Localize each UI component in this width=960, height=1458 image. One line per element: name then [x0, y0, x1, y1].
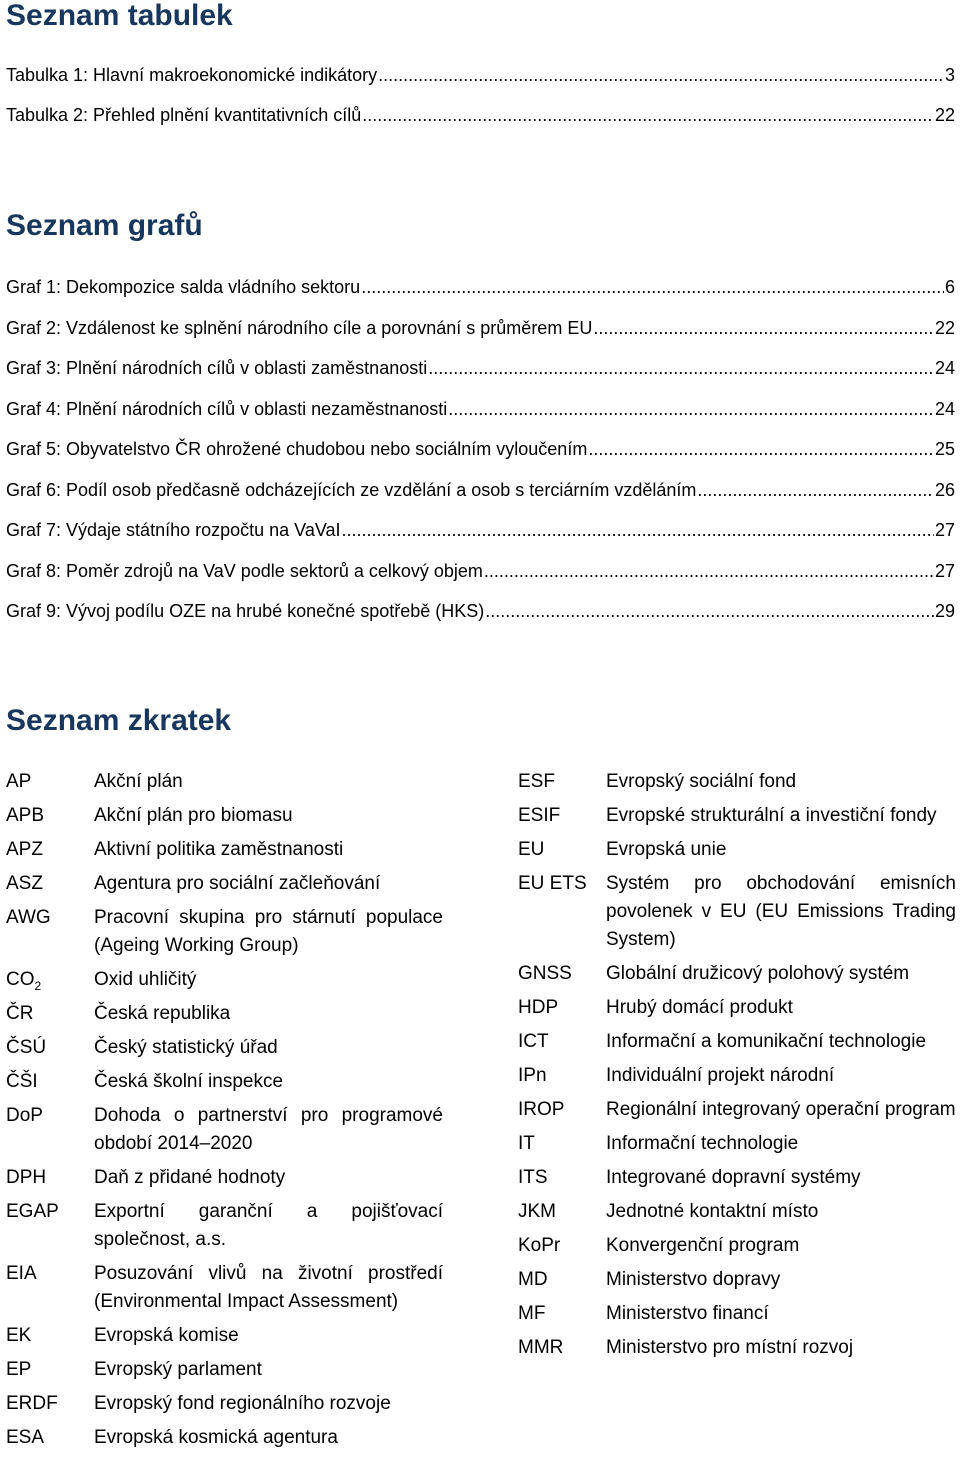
abbreviation-code: [6, 1034, 94, 1062]
abbreviation-code: [518, 1198, 606, 1226]
toc-dot-leader: [588, 436, 934, 462]
abbreviation-code-text: ESA: [6, 1427, 45, 1448]
tables-heading: Seznam tabulek: [6, 0, 233, 32]
abbreviation-code-text: ČSÚ: [6, 1037, 47, 1058]
abbreviation-row: [6, 1034, 443, 1062]
toc-entry-title: Graf 7: Výdaje státního rozpočtu na VaVaI: [6, 520, 341, 540]
abbreviation-code: [518, 802, 606, 830]
abbreviation-row: [6, 1102, 443, 1158]
abbreviation-row: [518, 1198, 956, 1226]
abbreviation-code: [518, 1232, 606, 1260]
abbreviation-description: Daň z přidané hodnoty: [94, 1167, 286, 1188]
abbreviation-code-text: MF: [518, 1303, 546, 1324]
abbreviation-code-text: ESF: [518, 771, 555, 792]
abbreviation-row: [6, 1164, 443, 1192]
abbreviation-description: Akční plán pro biomasu: [94, 805, 293, 826]
graph-toc-entry[interactable]: [6, 355, 955, 396]
toc-dot-leader: [448, 396, 934, 422]
abbreviation-code: [6, 768, 94, 796]
abbreviation-code: [6, 836, 94, 864]
graph-toc-entry[interactable]: [6, 558, 955, 599]
abbreviation-description: Konvergenční program: [606, 1235, 800, 1256]
abbreviation-code: [6, 1164, 94, 1192]
toc-entry-title: Tabulka 2: Přehled plnění kvantitativních cílů: [6, 105, 362, 125]
abbreviation-description: Akční plán: [94, 771, 183, 792]
abbreviation-code: [6, 1102, 94, 1158]
abbreviation-code-text: AP: [6, 771, 32, 792]
abbreviation-code-text: ESIF: [518, 805, 561, 826]
abbreviation-row: [518, 1266, 956, 1294]
toc-dot-leader: [342, 517, 934, 543]
abbreviation-code-text: KoPr: [518, 1235, 561, 1256]
abbreviation-code-text: GNSS: [518, 963, 572, 984]
abbreviation-description: Agentura pro sociální začleňování: [94, 873, 381, 894]
abbreviation-code-text: MMR: [518, 1337, 564, 1358]
abbreviation-code-text: EP: [6, 1359, 32, 1380]
abbreviation-description: Globální družicový polohový systém: [606, 963, 910, 984]
toc-dot-leader: [361, 274, 944, 300]
abbreviation-description: Oxid uhličitý: [94, 969, 197, 990]
abbreviation-code: [6, 1322, 94, 1350]
abbreviation-description: Ministerstvo financí: [606, 1303, 769, 1324]
abbreviation-description: Evropské strukturální a investiční fondy: [606, 805, 937, 826]
graphs-heading: Seznam grafů: [6, 209, 203, 242]
abbreviation-row: [518, 994, 956, 1022]
toc-page-number: 6: [944, 277, 955, 297]
abbreviation-row: [518, 802, 956, 830]
abbreviation-code-text: CO: [6, 969, 35, 990]
abbreviation-code-text: EK: [6, 1325, 32, 1346]
abbreviation-code: [518, 870, 606, 954]
graph-toc-entry[interactable]: [6, 517, 955, 558]
toc-entry-title: Graf 3: Plnění národních cílů v oblasti zaměstnanosti: [6, 358, 428, 378]
abbreviation-row: [6, 966, 443, 994]
abbreviation-row: [518, 1164, 956, 1192]
abbreviation-row: [518, 836, 956, 864]
abbreviation-code: [6, 1424, 94, 1452]
toc-dot-leader: [428, 355, 934, 381]
abbreviation-row: [6, 870, 443, 898]
abbreviation-description: Pracovní skupina pro stárnutí populace (Ageing Working Group): [94, 907, 443, 956]
abbreviations-left-column: [6, 768, 443, 1458]
toc-page-number: 24: [934, 398, 955, 419]
abbreviation-description: Informační a komunikační technologie: [606, 1031, 927, 1052]
abbreviation-code: [518, 1028, 606, 1056]
abbreviation-code: [6, 904, 94, 960]
abbreviations-right-column: [518, 768, 956, 1368]
abbreviation-row: [518, 1334, 956, 1362]
abbreviation-row: [6, 1068, 443, 1096]
abbreviation-description: Jednotné kontaktní místo: [606, 1201, 819, 1222]
abbreviation-row: [6, 1356, 443, 1384]
toc-dot-leader: [593, 315, 934, 341]
abbreviation-code-text: ICT: [518, 1031, 549, 1052]
abbreviation-code: [518, 1300, 606, 1328]
abbreviation-code-text: MD: [518, 1269, 548, 1290]
toc-page-number: 3: [944, 65, 955, 85]
toc-dot-leader: [362, 102, 934, 128]
abbreviation-code-text: EU ETS: [518, 873, 587, 894]
abbreviation-code: [6, 1390, 94, 1418]
abbreviation-code: [6, 1068, 94, 1096]
abbreviations-heading: Seznam zkratek: [6, 704, 232, 737]
abbreviation-code-subscript: 2: [34, 978, 42, 993]
abbreviation-row: [518, 1130, 956, 1158]
abbreviation-code: [518, 768, 606, 796]
tables-toc: [6, 62, 955, 142]
abbreviation-code-text: ERDF: [6, 1393, 58, 1414]
abbreviation-description: Česká republika: [94, 1003, 231, 1024]
toc-entry-title: Graf 9: Vývoj podílu OZE na hrubé konečné spotřebě (HKS): [6, 601, 485, 621]
table-toc-entry[interactable]: [6, 62, 955, 102]
graph-toc-entry[interactable]: [6, 315, 955, 356]
abbreviation-code-text: EIA: [6, 1263, 37, 1284]
toc-entry-title: Graf 5: Obyvatelstvo ČR ohrožené chudobou nebo sociálním vyloučením: [6, 439, 588, 459]
abbreviation-code-text: EGAP: [6, 1201, 59, 1222]
abbreviation-code: [518, 1096, 606, 1124]
abbreviation-code-text: EU: [518, 839, 545, 860]
abbreviation-code: [6, 1356, 94, 1384]
toc-page-number: 26: [934, 479, 955, 500]
abbreviation-code-text: IROP: [518, 1099, 565, 1120]
toc-page-number: 29: [934, 601, 955, 621]
abbreviation-row: [518, 1232, 956, 1260]
graph-toc-entry[interactable]: [6, 477, 955, 518]
abbreviation-code-text: ASZ: [6, 873, 43, 894]
abbreviation-description: Exportní garanční a pojišťovací společnost, a.s.: [94, 1201, 443, 1250]
abbreviation-description: Český statistický úřad: [94, 1037, 278, 1058]
abbreviation-description: Evropská komise: [94, 1325, 239, 1346]
abbreviation-row: [6, 1260, 443, 1316]
abbreviation-description: Evropský parlament: [94, 1359, 262, 1380]
toc-page-number: 27: [934, 560, 955, 581]
abbreviation-description: Hrubý domácí produkt: [606, 997, 793, 1018]
toc-page-number: 24: [934, 358, 955, 378]
graph-toc-entry[interactable]: [6, 274, 955, 315]
abbreviation-code-text: HDP: [518, 997, 559, 1018]
abbreviation-row: [6, 904, 443, 960]
abbreviation-row: [6, 802, 443, 830]
abbreviation-code-text: JKM: [518, 1201, 556, 1222]
abbreviation-code: [518, 1130, 606, 1158]
abbreviation-code-text: DPH: [6, 1167, 47, 1188]
abbreviation-code: [6, 870, 94, 898]
abbreviation-row: [6, 1424, 443, 1452]
toc-entry-title: Graf 1: Dekompozice salda vládního sektoru: [6, 277, 361, 297]
abbreviation-code-text: IPn: [518, 1065, 547, 1086]
abbreviation-description: Ministerstvo pro místní rozvoj: [606, 1337, 854, 1358]
abbreviation-row: [6, 1390, 443, 1418]
abbreviation-code-text: AWG: [6, 907, 51, 928]
abbreviation-row: [518, 960, 956, 988]
abbreviation-code: [6, 1198, 94, 1254]
abbreviation-row: [6, 1322, 443, 1350]
abbreviation-description: Posuzování vlivů na životní prostředí (Environmental Impact Assessment): [94, 1263, 443, 1312]
abbreviation-code-text: ČR: [6, 1003, 34, 1024]
graph-toc-entry[interactable]: [6, 598, 955, 639]
abbreviation-code: [518, 960, 606, 988]
abbreviation-description: Individuální projekt národní: [606, 1065, 835, 1086]
toc-page-number: 22: [934, 105, 955, 125]
abbreviation-code: [6, 802, 94, 830]
abbreviation-row: [6, 836, 443, 864]
abbreviation-code-text: APZ: [6, 839, 43, 860]
abbreviation-description: Evropský sociální fond: [606, 771, 797, 792]
abbreviation-row: [6, 768, 443, 796]
abbreviation-row: [518, 768, 956, 796]
abbreviation-row: [6, 1000, 443, 1028]
abbreviation-code: [518, 1266, 606, 1294]
toc-page-number: 27: [934, 520, 955, 540]
abbreviation-code-text: ITS: [518, 1167, 548, 1188]
abbreviation-code-text: IT: [518, 1133, 535, 1154]
graph-toc-entry[interactable]: [6, 436, 955, 477]
toc-entry-title: Tabulka 1: Hlavní makroekonomické indikátory: [6, 65, 378, 85]
abbreviation-description: Integrované dopravní systémy: [606, 1167, 861, 1188]
abbreviation-row: [518, 1096, 956, 1124]
abbreviation-code-text: ČŠI: [6, 1071, 38, 1092]
abbreviation-row: [518, 1062, 956, 1090]
abbreviation-code-text: DoP: [6, 1105, 43, 1126]
toc-entry-title: Graf 6: Podíl osob předčasně odcházejících ze vzdělání a osob s terciárním vzděláním: [6, 479, 697, 500]
abbreviation-row: [6, 1198, 443, 1254]
table-toc-entry[interactable]: [6, 102, 955, 142]
abbreviation-description: Regionální integrovaný operační program: [606, 1099, 956, 1120]
abbreviation-code: [6, 1260, 94, 1316]
toc-entry-title: Graf 4: Plnění národních cílů v oblasti nezaměstnanosti: [6, 398, 448, 419]
toc-dot-leader: [485, 598, 934, 624]
toc-page-number: 25: [934, 439, 955, 459]
abbreviation-code: [518, 1164, 606, 1192]
abbreviation-code: [6, 1000, 94, 1028]
abbreviation-description: Evropský fond regionálního rozvoje: [94, 1393, 391, 1414]
toc-entry-title: Graf 8: Poměr zdrojů na VaV podle sektorů a celkový objem: [6, 560, 483, 581]
abbreviation-description: Evropská kosmická agentura: [94, 1427, 338, 1448]
toc-dot-leader: [697, 477, 934, 503]
toc-entry-title: Graf 2: Vzdálenost ke splnění národního cíle a porovnání s průměrem EU: [6, 317, 593, 338]
graphs-toc: [6, 274, 955, 639]
toc-dot-leader: [378, 62, 944, 88]
abbreviation-description: Informační technologie: [606, 1133, 799, 1154]
abbreviation-description: Dohoda o partnerství pro programové období 2014–2020: [94, 1105, 443, 1154]
abbreviation-row: [518, 1300, 956, 1328]
abbreviation-description: Česká školní inspekce: [94, 1071, 284, 1092]
abbreviation-description: Aktivní politika zaměstnanosti: [94, 839, 344, 860]
graph-toc-entry[interactable]: [6, 396, 955, 437]
toc-dot-leader: [484, 558, 934, 584]
abbreviation-code: [6, 966, 94, 994]
abbreviation-code: [518, 994, 606, 1022]
abbreviation-code: [518, 1062, 606, 1090]
abbreviation-description: Systém pro obchodování emisních povolenek v EU (EU Emissions Trading System): [606, 873, 956, 950]
abbreviation-row: [518, 1028, 956, 1056]
abbreviation-code-text: APB: [6, 805, 45, 826]
abbreviation-row: [518, 870, 956, 954]
abbreviation-code: [518, 1334, 606, 1362]
toc-page-number: 22: [934, 317, 955, 338]
abbreviation-description: Evropská unie: [606, 839, 727, 860]
abbreviation-description: Ministerstvo dopravy: [606, 1269, 781, 1290]
abbreviation-code: [518, 836, 606, 864]
